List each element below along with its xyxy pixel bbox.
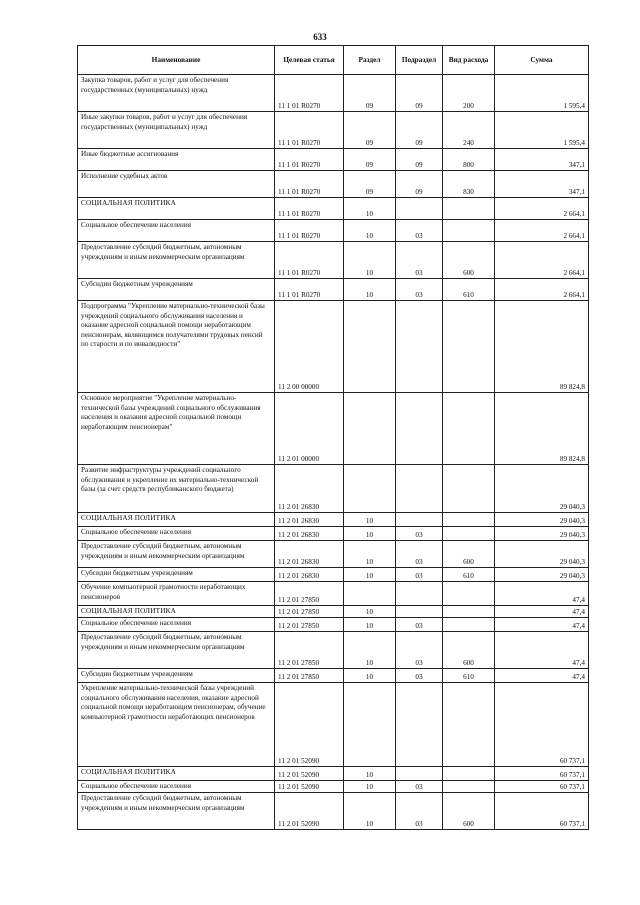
cell-amount: 2 664,1 <box>495 198 589 220</box>
table-row <box>78 465 589 513</box>
cell-subsection: 03 <box>396 781 443 793</box>
table-row <box>78 632 589 669</box>
cell-amount: 347,1 <box>495 171 589 198</box>
cell-subsection: 03 <box>396 527 443 541</box>
cell-amount: 47,4 <box>495 618 589 632</box>
table-row <box>78 767 589 781</box>
cell-expense-type <box>443 393 495 465</box>
cell-name: Предоставление субсидий бюджетным, автономным учреждениям и иным некоммерческим организациям <box>78 793 275 830</box>
cell-subsection: 03 <box>396 541 443 568</box>
table-row <box>78 513 589 527</box>
cell-subsection <box>396 683 443 767</box>
cell-amount: 29 040,3 <box>495 465 589 513</box>
cell-name: Иные бюджетные ассигнования <box>78 149 275 171</box>
cell-expense-type: 600 <box>443 793 495 830</box>
table-row <box>78 393 589 465</box>
cell-section: 10 <box>344 242 396 279</box>
cell-subsection: 09 <box>396 75 443 112</box>
cell-name: Укрепление материально-технической базы учреждений социального обслуживания населения, оказание адресной социальной помощи неработающим пенсионерам, обучение компьютерной грамотности неработающих пенсионеров <box>78 683 275 767</box>
cell-expense-type: 600 <box>443 242 495 279</box>
cell-target: 11 2 01 27850 <box>275 669 344 683</box>
cell-expense-type <box>443 527 495 541</box>
cell-section: 10 <box>344 632 396 669</box>
cell-target: 11 1 01 R0270 <box>275 279 344 301</box>
cell-name: СОЦИАЛЬНАЯ ПОЛИТИКА <box>78 513 275 527</box>
cell-subsection <box>396 767 443 781</box>
cell-name: Социальное обеспечение населения <box>78 618 275 632</box>
cell-expense-type: 600 <box>443 541 495 568</box>
header-subsection: Подраздел <box>396 46 443 75</box>
cell-section <box>344 465 396 513</box>
cell-expense-type <box>443 513 495 527</box>
cell-name: Социальное обеспечение населения <box>78 781 275 793</box>
cell-amount: 47,4 <box>495 582 589 606</box>
table-row <box>78 112 589 149</box>
cell-target: 11 1 01 R0270 <box>275 149 344 171</box>
cell-amount: 89 824,8 <box>495 393 589 465</box>
cell-name: Предоставление субсидий бюджетным, автономным учреждениям и иным некоммерческим организациям <box>78 632 275 669</box>
cell-section: 10 <box>344 527 396 541</box>
cell-amount: 2 664,1 <box>495 279 589 301</box>
cell-name: Развитие инфраструктуры учреждений социального обслуживания и укрепление их материально-технической базы (за счет средств республиканского бюджета) <box>78 465 275 513</box>
cell-section: 10 <box>344 793 396 830</box>
cell-section: 10 <box>344 767 396 781</box>
cell-amount: 347,1 <box>495 149 589 171</box>
cell-target: 11 2 01 00000 <box>275 393 344 465</box>
cell-subsection: 03 <box>396 632 443 669</box>
cell-subsection: 09 <box>396 171 443 198</box>
table-row <box>78 527 589 541</box>
cell-amount: 29 040,3 <box>495 513 589 527</box>
cell-expense-type: 200 <box>443 75 495 112</box>
cell-name: Исполнение судебных актов <box>78 171 275 198</box>
cell-subsection: 03 <box>396 220 443 242</box>
cell-amount: 29 040,3 <box>495 541 589 568</box>
cell-expense-type <box>443 198 495 220</box>
cell-section: 10 <box>344 606 396 618</box>
cell-amount: 60 737,1 <box>495 683 589 767</box>
cell-amount: 29 040,3 <box>495 568 589 582</box>
cell-expense-type: 830 <box>443 171 495 198</box>
cell-amount: 47,4 <box>495 606 589 618</box>
header-amount: Сумма <box>495 46 589 75</box>
table-row <box>78 582 589 606</box>
cell-target: 11 2 01 52090 <box>275 767 344 781</box>
cell-expense-type <box>443 618 495 632</box>
cell-subsection <box>396 198 443 220</box>
cell-name: Иные закупки товаров, работ и услуг для обеспечения государственных (муниципальных) нужд <box>78 112 275 149</box>
table-row <box>78 242 589 279</box>
budget-table <box>77 45 589 830</box>
cell-section: 09 <box>344 112 396 149</box>
cell-subsection: 03 <box>396 618 443 632</box>
cell-name: СОЦИАЛЬНАЯ ПОЛИТИКА <box>78 198 275 220</box>
cell-amount: 89 824,8 <box>495 301 589 393</box>
cell-section: 09 <box>344 171 396 198</box>
cell-section <box>344 683 396 767</box>
cell-expense-type: 610 <box>443 669 495 683</box>
cell-name: Предоставление субсидий бюджетным, автономным учреждениям и иным некоммерческим организациям <box>78 242 275 279</box>
cell-expense-type <box>443 220 495 242</box>
cell-subsection <box>396 513 443 527</box>
cell-name: Предоставление субсидий бюджетным, автономным учреждениям и иным некоммерческим организациям <box>78 541 275 568</box>
table-header-row <box>78 46 589 75</box>
cell-expense-type: 800 <box>443 149 495 171</box>
page-number: 633 <box>313 32 327 42</box>
cell-expense-type <box>443 301 495 393</box>
table-row <box>78 198 589 220</box>
cell-target: 11 2 01 27850 <box>275 632 344 669</box>
cell-name: Закупка товаров, работ и услуг для обеспечения государственных (муниципальных) нужд <box>78 75 275 112</box>
cell-section: 10 <box>344 669 396 683</box>
cell-target: 11 1 01 R0270 <box>275 220 344 242</box>
cell-section: 10 <box>344 568 396 582</box>
cell-expense-type <box>443 683 495 767</box>
cell-amount: 2 664,1 <box>495 220 589 242</box>
cell-section: 10 <box>344 541 396 568</box>
cell-section: 09 <box>344 149 396 171</box>
cell-target: 11 2 00 00000 <box>275 301 344 393</box>
cell-target: 11 1 01 R0270 <box>275 171 344 198</box>
cell-name: Социальное обеспечение населения <box>78 527 275 541</box>
cell-amount: 60 737,1 <box>495 767 589 781</box>
cell-amount: 29 040,3 <box>495 527 589 541</box>
header-expense-type: Вид расхода <box>443 46 495 75</box>
table-row <box>78 149 589 171</box>
cell-target: 11 1 01 R0270 <box>275 198 344 220</box>
cell-amount: 60 737,1 <box>495 793 589 830</box>
cell-section: 10 <box>344 513 396 527</box>
cell-subsection <box>396 582 443 606</box>
cell-amount: 60 737,1 <box>495 781 589 793</box>
table-row <box>78 75 589 112</box>
cell-name: Субсидии бюджетным учреждениям <box>78 669 275 683</box>
table-row <box>78 568 589 582</box>
table-row <box>78 220 589 242</box>
cell-section: 10 <box>344 220 396 242</box>
cell-target: 11 2 01 52090 <box>275 793 344 830</box>
cell-target: 11 2 01 27850 <box>275 582 344 606</box>
cell-name: Субсидии бюджетным учреждениям <box>78 279 275 301</box>
cell-target: 11 1 01 R0270 <box>275 75 344 112</box>
cell-section <box>344 301 396 393</box>
cell-subsection <box>396 393 443 465</box>
table-row <box>78 683 589 767</box>
cell-target: 11 1 01 R0270 <box>275 242 344 279</box>
cell-amount: 1 595,4 <box>495 112 589 149</box>
cell-name: Основное мероприятие "Укрепление материально-технической базы учреждений социального обслуживания населения и оказания адресной социальной помощи неработающим пенсионерам" <box>78 393 275 465</box>
cell-name: Подпрограмма "Укрепление материально-технической базы учреждений социального обслуживания населения и оказание адресной социальной помощи неработающим пенсионерам, являющимся получателями трудовых пенсий по старости и по инвалидности" <box>78 301 275 393</box>
table-row <box>78 301 589 393</box>
cell-section: 10 <box>344 781 396 793</box>
table-row <box>78 606 589 618</box>
cell-section <box>344 393 396 465</box>
cell-expense-type: 610 <box>443 279 495 301</box>
cell-target: 11 2 01 26830 <box>275 465 344 513</box>
cell-target: 11 2 01 27850 <box>275 606 344 618</box>
table-row <box>78 669 589 683</box>
cell-target: 11 2 01 52090 <box>275 683 344 767</box>
cell-target: 11 2 01 26830 <box>275 541 344 568</box>
cell-subsection: 03 <box>396 669 443 683</box>
cell-subsection: 03 <box>396 568 443 582</box>
table-row <box>78 541 589 568</box>
table-row <box>78 279 589 301</box>
table-row <box>78 618 589 632</box>
cell-target: 11 2 01 26830 <box>275 568 344 582</box>
cell-section: 10 <box>344 618 396 632</box>
cell-expense-type <box>443 465 495 513</box>
cell-amount: 47,4 <box>495 632 589 669</box>
cell-subsection <box>396 301 443 393</box>
cell-name: СОЦИАЛЬНАЯ ПОЛИТИКА <box>78 606 275 618</box>
cell-target: 11 2 01 52090 <box>275 781 344 793</box>
cell-expense-type: 240 <box>443 112 495 149</box>
cell-target: 11 1 01 R0270 <box>275 112 344 149</box>
header-name: Наименование <box>78 46 275 75</box>
cell-subsection: 03 <box>396 793 443 830</box>
cell-subsection <box>396 465 443 513</box>
cell-target: 11 2 01 26830 <box>275 527 344 541</box>
cell-expense-type: 600 <box>443 632 495 669</box>
header-section: Раздел <box>344 46 396 75</box>
cell-expense-type: 610 <box>443 568 495 582</box>
table-row <box>78 781 589 793</box>
cell-name: Социальное обеспечение населения <box>78 220 275 242</box>
cell-name: Обучение компьютерной грамотности неработающих пенсионеров <box>78 582 275 606</box>
header-target: Целевая статья <box>275 46 344 75</box>
cell-subsection: 09 <box>396 149 443 171</box>
cell-subsection <box>396 606 443 618</box>
cell-section: 10 <box>344 279 396 301</box>
cell-subsection: 09 <box>396 112 443 149</box>
cell-name: СОЦИАЛЬНАЯ ПОЛИТИКА <box>78 767 275 781</box>
cell-expense-type <box>443 582 495 606</box>
cell-expense-type <box>443 767 495 781</box>
cell-expense-type <box>443 781 495 793</box>
cell-amount: 1 595,4 <box>495 75 589 112</box>
cell-name: Субсидии бюджетным учреждениям <box>78 568 275 582</box>
cell-subsection: 03 <box>396 279 443 301</box>
cell-section: 10 <box>344 198 396 220</box>
cell-target: 11 2 01 26830 <box>275 513 344 527</box>
cell-subsection: 03 <box>396 242 443 279</box>
cell-expense-type <box>443 606 495 618</box>
table-row <box>78 793 589 830</box>
table-row <box>78 171 589 198</box>
cell-section <box>344 582 396 606</box>
cell-amount: 2 664,1 <box>495 242 589 279</box>
cell-section: 09 <box>344 75 396 112</box>
cell-amount: 47,4 <box>495 669 589 683</box>
cell-target: 11 2 01 27850 <box>275 618 344 632</box>
